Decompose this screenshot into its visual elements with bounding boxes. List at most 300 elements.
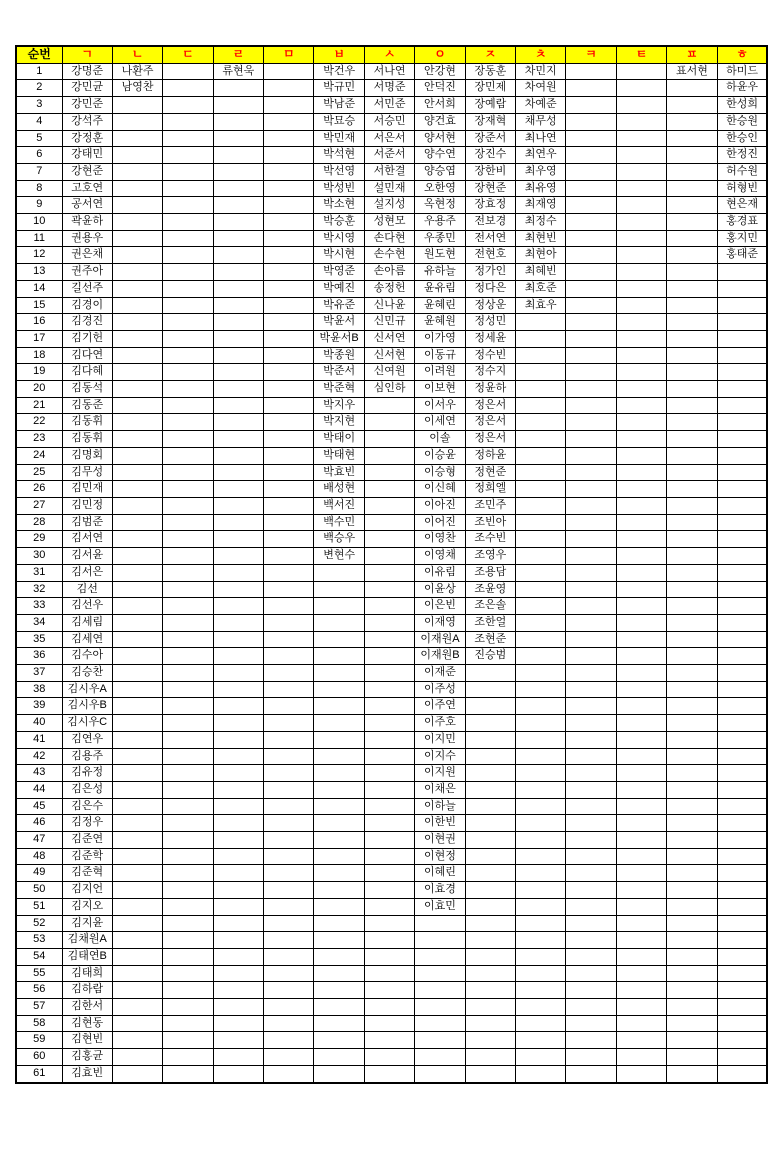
name-cell (717, 564, 767, 581)
name-cell (465, 932, 515, 949)
name-cell (717, 1049, 767, 1066)
name-cell (112, 581, 162, 598)
name-cell (667, 180, 717, 197)
name-cell (364, 564, 414, 581)
name-cell (465, 681, 515, 698)
name-cell (717, 581, 767, 598)
name-cell: 김서윤 (62, 548, 112, 565)
name-cell: 김태연B (62, 948, 112, 965)
name-cell: 박준서 (314, 364, 364, 381)
name-cell (213, 648, 263, 665)
row-number-cell: 12 (16, 247, 62, 264)
name-cell (264, 497, 314, 514)
name-cell (616, 1049, 666, 1066)
name-cell (163, 347, 213, 364)
name-cell (364, 848, 414, 865)
name-cell (163, 731, 213, 748)
name-cell (717, 815, 767, 832)
name-cell (264, 414, 314, 431)
row-number-cell: 47 (16, 832, 62, 849)
name-cell (364, 1032, 414, 1049)
name-cell: 권은채 (62, 247, 112, 264)
name-cell: 남영찬 (112, 80, 162, 97)
column-header-letter: ㅋ (566, 46, 616, 63)
name-cell (264, 431, 314, 448)
name-cell: 허형빈 (717, 180, 767, 197)
name-cell (667, 230, 717, 247)
name-cell (112, 648, 162, 665)
table-row (16, 163, 767, 180)
name-cell (667, 798, 717, 815)
name-cell (213, 214, 263, 231)
name-cell (717, 364, 767, 381)
name-cell (516, 832, 566, 849)
name-cell (314, 598, 364, 615)
name-cell (465, 982, 515, 999)
name-cell (465, 748, 515, 765)
name-cell (616, 948, 666, 965)
column-header-letter: ㅁ (264, 46, 314, 63)
name-cell (213, 264, 263, 281)
row-number-cell: 37 (16, 665, 62, 682)
name-cell (314, 715, 364, 732)
name-cell (364, 481, 414, 498)
name-cell (667, 1049, 717, 1066)
name-cell: 박지현 (314, 414, 364, 431)
name-cell (616, 497, 666, 514)
name-cell (264, 882, 314, 899)
name-cell (314, 915, 364, 932)
name-cell (616, 598, 666, 615)
name-cell (717, 381, 767, 398)
name-cell (616, 715, 666, 732)
name-cell: 정윤하 (465, 381, 515, 398)
name-cell (264, 731, 314, 748)
row-number-cell: 6 (16, 147, 62, 164)
name-cell: 박준혁 (314, 381, 364, 398)
name-cell (163, 1049, 213, 1066)
name-cell (616, 97, 666, 114)
name-cell (566, 97, 616, 114)
name-cell (616, 848, 666, 865)
name-cell (717, 314, 767, 331)
name-cell (516, 865, 566, 882)
name-cell: 오한영 (415, 180, 465, 197)
name-cell: 최정수 (516, 214, 566, 231)
name-cell (516, 1032, 566, 1049)
name-cell (364, 748, 414, 765)
name-cell (264, 765, 314, 782)
name-cell (415, 982, 465, 999)
row-number-cell: 53 (16, 932, 62, 949)
name-cell (616, 414, 666, 431)
name-cell (364, 665, 414, 682)
name-cell (264, 197, 314, 214)
name-cell (264, 80, 314, 97)
name-cell (112, 898, 162, 915)
table-row (16, 748, 767, 765)
name-cell (364, 815, 414, 832)
name-cell (667, 497, 717, 514)
name-cell (163, 882, 213, 899)
name-cell (364, 648, 414, 665)
name-cell (566, 330, 616, 347)
name-cell (717, 614, 767, 631)
name-cell (213, 531, 263, 548)
name-cell (364, 832, 414, 849)
name-cell (213, 564, 263, 581)
name-cell (566, 280, 616, 297)
name-cell: 이주호 (415, 715, 465, 732)
table-row (16, 965, 767, 982)
name-cell (717, 915, 767, 932)
name-cell: 김승찬 (62, 665, 112, 682)
table-header (16, 46, 767, 63)
name-cell: 정다은 (465, 280, 515, 297)
name-cell (566, 1065, 616, 1082)
name-cell: 송정헌 (364, 280, 414, 297)
name-cell (364, 932, 414, 949)
name-cell (616, 581, 666, 598)
row-number-cell: 42 (16, 748, 62, 765)
name-cell (516, 347, 566, 364)
name-cell (566, 1015, 616, 1032)
name-cell (163, 364, 213, 381)
row-number-cell: 29 (16, 531, 62, 548)
name-cell (314, 982, 364, 999)
row-number-cell: 52 (16, 915, 62, 932)
name-cell: 정현준 (465, 464, 515, 481)
name-cell: 이재영 (415, 614, 465, 631)
name-cell (566, 648, 616, 665)
table-row (16, 280, 767, 297)
name-cell (465, 698, 515, 715)
table-row (16, 330, 767, 347)
name-cell (264, 63, 314, 80)
table-row (16, 1015, 767, 1032)
name-cell (163, 548, 213, 565)
name-cell (717, 531, 767, 548)
name-cell: 최유영 (516, 180, 566, 197)
name-cell: 김태희 (62, 965, 112, 982)
name-cell (717, 798, 767, 815)
name-cell (717, 297, 767, 314)
name-cell (566, 230, 616, 247)
name-cell: 백수민 (314, 514, 364, 531)
name-cell (364, 781, 414, 798)
name-cell: 신여원 (364, 364, 414, 381)
table-row (16, 898, 767, 915)
name-cell: 박윤서 (314, 314, 364, 331)
name-cell (667, 715, 717, 732)
name-cell (516, 514, 566, 531)
name-cell: 정수지 (465, 364, 515, 381)
name-cell: 장한비 (465, 163, 515, 180)
table-row (16, 130, 767, 147)
name-cell (364, 1065, 414, 1082)
name-cell (616, 180, 666, 197)
name-cell (112, 97, 162, 114)
name-cell: 김서은 (62, 564, 112, 581)
name-cell (264, 999, 314, 1016)
name-cell: 김지언 (62, 882, 112, 899)
table-row (16, 882, 767, 899)
name-cell: 손아름 (364, 264, 414, 281)
name-cell: 김은수 (62, 798, 112, 815)
name-cell (264, 364, 314, 381)
name-cell (616, 731, 666, 748)
name-cell (516, 748, 566, 765)
name-cell (213, 447, 263, 464)
name-cell (314, 698, 364, 715)
name-cell (516, 1049, 566, 1066)
name-cell (465, 731, 515, 748)
name-cell (465, 781, 515, 798)
name-cell (717, 999, 767, 1016)
name-cell (264, 832, 314, 849)
name-cell: 이세연 (415, 414, 465, 431)
name-cell (667, 581, 717, 598)
name-cell (314, 1015, 364, 1032)
name-cell: 설지성 (364, 197, 414, 214)
name-cell (566, 414, 616, 431)
name-cell (566, 948, 616, 965)
name-cell: 손다현 (364, 230, 414, 247)
name-cell (616, 999, 666, 1016)
name-cell (314, 832, 364, 849)
name-cell (415, 999, 465, 1016)
name-cell (314, 731, 364, 748)
name-cell: 조한얼 (465, 614, 515, 631)
name-cell (616, 397, 666, 414)
name-cell (566, 514, 616, 531)
name-cell (566, 347, 616, 364)
name-cell (112, 631, 162, 648)
name-cell (264, 314, 314, 331)
row-number-cell: 35 (16, 631, 62, 648)
name-cell (667, 848, 717, 865)
name-cell: 백서진 (314, 497, 364, 514)
name-cell: 최효우 (516, 297, 566, 314)
name-cell: 유하늘 (415, 264, 465, 281)
name-cell (163, 915, 213, 932)
name-cell (112, 915, 162, 932)
name-cell (264, 330, 314, 347)
name-cell: 손수현 (364, 247, 414, 264)
name-cell: 최나연 (516, 130, 566, 147)
name-cell (163, 999, 213, 1016)
name-cell (213, 397, 263, 414)
name-cell (717, 514, 767, 531)
name-cell: 김무성 (62, 464, 112, 481)
name-cell (717, 1065, 767, 1082)
name-cell: 김현동 (62, 1015, 112, 1032)
name-cell: 김유정 (62, 765, 112, 782)
table-row (16, 798, 767, 815)
name-cell (616, 347, 666, 364)
name-cell (213, 965, 263, 982)
table-row (16, 581, 767, 598)
name-cell (112, 180, 162, 197)
name-cell (616, 247, 666, 264)
name-cell: 이혜린 (415, 865, 465, 882)
name-cell (163, 180, 213, 197)
name-cell (616, 464, 666, 481)
name-cell (667, 999, 717, 1016)
header-row (16, 46, 767, 63)
column-header-letter: ㅅ (364, 46, 414, 63)
name-cell (314, 932, 364, 949)
name-cell (163, 948, 213, 965)
name-cell (566, 748, 616, 765)
name-cell (112, 364, 162, 381)
name-cell: 박규민 (314, 80, 364, 97)
name-cell (264, 948, 314, 965)
name-cell: 최현빈 (516, 230, 566, 247)
table-row (16, 247, 767, 264)
name-cell (415, 915, 465, 932)
name-cell (112, 1049, 162, 1066)
table-row (16, 915, 767, 932)
name-cell (264, 397, 314, 414)
name-cell: 이영채 (415, 548, 465, 565)
name-cell (667, 648, 717, 665)
name-cell (264, 631, 314, 648)
name-cell: 이은빈 (415, 598, 465, 615)
table-row (16, 347, 767, 364)
name-cell: 이지수 (415, 748, 465, 765)
table-row (16, 1065, 767, 1082)
name-cell: 원도현 (415, 247, 465, 264)
name-cell (616, 748, 666, 765)
name-cell: 강정훈 (62, 130, 112, 147)
name-cell (717, 982, 767, 999)
table-row (16, 497, 767, 514)
column-header-letter: ㅌ (616, 46, 666, 63)
name-cell (616, 1065, 666, 1082)
name-cell (264, 648, 314, 665)
name-cell: 박태현 (314, 447, 364, 464)
name-cell: 김현빈 (62, 1032, 112, 1049)
name-cell (112, 882, 162, 899)
name-cell (364, 1015, 414, 1032)
name-cell (616, 431, 666, 448)
table-row (16, 715, 767, 732)
name-cell (213, 497, 263, 514)
name-cell (616, 882, 666, 899)
name-cell: 정은서 (465, 414, 515, 431)
name-cell: 심인하 (364, 381, 414, 398)
name-cell (112, 247, 162, 264)
name-cell: 장준서 (465, 130, 515, 147)
name-cell: 김채원A (62, 932, 112, 949)
column-header-letter: ㄱ (62, 46, 112, 63)
name-cell: 조민주 (465, 497, 515, 514)
name-cell: 이재원B (415, 648, 465, 665)
name-cell (516, 481, 566, 498)
name-cell (264, 514, 314, 531)
name-cell (566, 614, 616, 631)
name-cell (415, 932, 465, 949)
table-row (16, 648, 767, 665)
name-cell (314, 648, 364, 665)
row-number-cell: 16 (16, 314, 62, 331)
name-cell (163, 280, 213, 297)
name-cell (717, 898, 767, 915)
row-number-cell: 55 (16, 965, 62, 982)
name-cell: 양수연 (415, 147, 465, 164)
row-number-cell: 19 (16, 364, 62, 381)
column-header-letter: ㄷ (163, 46, 213, 63)
name-cell: 김시우C (62, 715, 112, 732)
name-cell (465, 1049, 515, 1066)
name-cell (213, 898, 263, 915)
name-cell (516, 765, 566, 782)
row-number-cell: 13 (16, 264, 62, 281)
name-cell (415, 948, 465, 965)
name-cell (264, 848, 314, 865)
name-cell (667, 113, 717, 130)
name-cell (264, 381, 314, 398)
name-cell: 김지윤 (62, 915, 112, 932)
name-cell (667, 297, 717, 314)
name-cell: 홍지민 (717, 230, 767, 247)
name-cell (213, 932, 263, 949)
row-number-cell: 26 (16, 481, 62, 498)
name-cell (566, 631, 616, 648)
name-cell (616, 330, 666, 347)
name-cell (364, 915, 414, 932)
name-cell: 이유림 (415, 564, 465, 581)
name-cell: 장민제 (465, 80, 515, 97)
name-cell (314, 765, 364, 782)
row-number-cell: 28 (16, 514, 62, 531)
name-cell (465, 999, 515, 1016)
row-number-cell: 15 (16, 297, 62, 314)
name-cell: 채무성 (516, 113, 566, 130)
name-cell (667, 748, 717, 765)
name-cell (516, 581, 566, 598)
name-cell: 김준혁 (62, 865, 112, 882)
name-cell: 박선영 (314, 163, 364, 180)
table-row (16, 665, 767, 682)
name-cell (213, 798, 263, 815)
table-row (16, 531, 767, 548)
name-cell (364, 882, 414, 899)
name-cell (415, 1015, 465, 1032)
name-cell (112, 497, 162, 514)
name-cell: 한정진 (717, 147, 767, 164)
name-cell: 박유준 (314, 297, 364, 314)
name-cell (112, 548, 162, 565)
name-cell (264, 247, 314, 264)
name-cell: 박지우 (314, 397, 364, 414)
name-cell (314, 865, 364, 882)
name-cell: 김다혜 (62, 364, 112, 381)
name-cell (616, 364, 666, 381)
name-cell (163, 748, 213, 765)
row-number-cell: 5 (16, 130, 62, 147)
name-cell: 이동규 (415, 347, 465, 364)
name-cell (616, 447, 666, 464)
name-cell (364, 948, 414, 965)
name-cell: 이보현 (415, 381, 465, 398)
row-number-cell: 8 (16, 180, 62, 197)
name-cell (717, 698, 767, 715)
name-cell (314, 748, 364, 765)
name-cell (667, 598, 717, 615)
name-cell (163, 781, 213, 798)
